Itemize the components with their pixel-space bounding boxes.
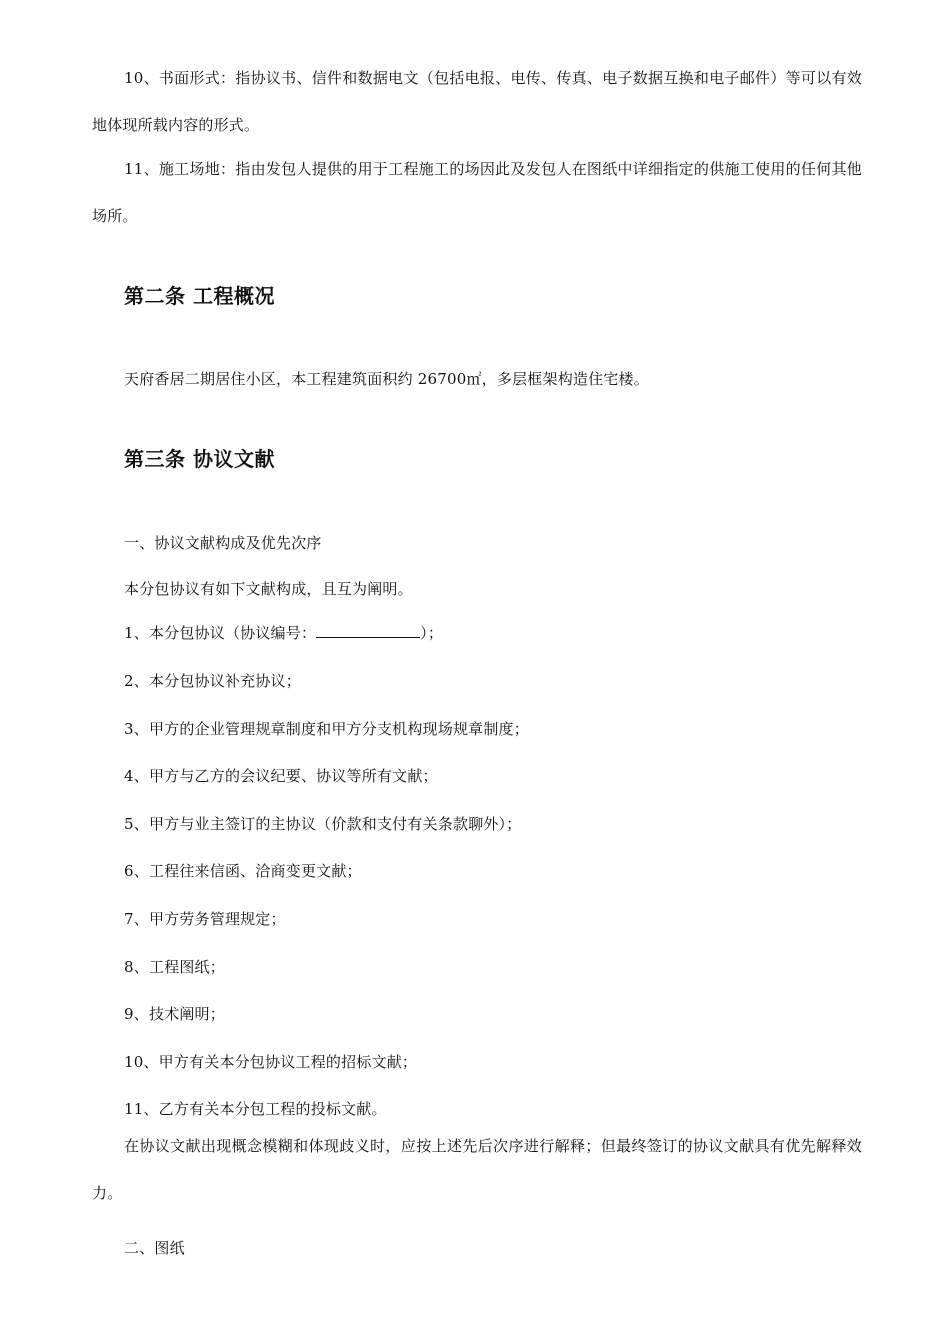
list-item-4: 4、甲方与乙方的会议纪要、协议等所有文献； (124, 767, 438, 785)
list-item-1-prefix: 1、本分包协议（协议编号： (124, 624, 317, 642)
list-item-2: 2、本分包协议补充协议； (124, 672, 301, 690)
contract-number-blank (316, 623, 420, 638)
article-2-heading: 第二条 工程概况 (124, 284, 275, 308)
project-overview-text: 天府香居二期居住小区，本工程建筑面积约 26700㎡，多层框架构造住宅楼。 (124, 370, 649, 388)
list-item-1-suffix: ）； (420, 624, 444, 642)
list-item-6: 6、工程往来信函、洽商变更文献； (124, 862, 362, 880)
definition-10: 10、书面形式：指协议书、信件和数据电文（包括电报、电传、传真、电子数据互换和电子邮件）等可以有效地体现所载内容的形式。 (92, 69, 862, 134)
interpretation-rule: 在协议文献出现概念模糊和体现歧义时，应按上述先后次序进行解释；但最终签订的协议文献具有优先解释效力。 (92, 1137, 862, 1202)
list-item-11: 11、乙方有关本分包工程的投标文献。 (124, 1100, 387, 1118)
list-item-8: 8、工程图纸； (124, 958, 225, 976)
list-item-3: 3、甲方的企业管理规章制度和甲方分支机构现场规章制度； (124, 720, 529, 738)
documents-intro: 本分包协议有如下文献构成，且互为阐明。 (124, 580, 413, 598)
list-item-10: 10、甲方有关本分包协议工程的招标文献； (124, 1053, 418, 1071)
list-item-7: 7、甲方劳务管理规定； (124, 910, 286, 928)
subsection-1-title: 一、协议文献构成及优先次序 (124, 534, 322, 552)
article-3-heading: 第三条 协议文献 (124, 447, 275, 471)
list-item-9: 9、技术阐明； (124, 1005, 225, 1023)
list-item-1 (124, 622, 443, 643)
list-item-5: 5、甲方与业主签订的主协议（价款和支付有关条款聊外）； (124, 815, 522, 833)
definition-11: 11、施工场地：指由发包人提供的用于工程施工的场因此及发包人在图纸中详细指定的供施工使用的任何其他场所。 (92, 160, 862, 225)
subsection-2-title: 二、图纸 (124, 1239, 185, 1257)
